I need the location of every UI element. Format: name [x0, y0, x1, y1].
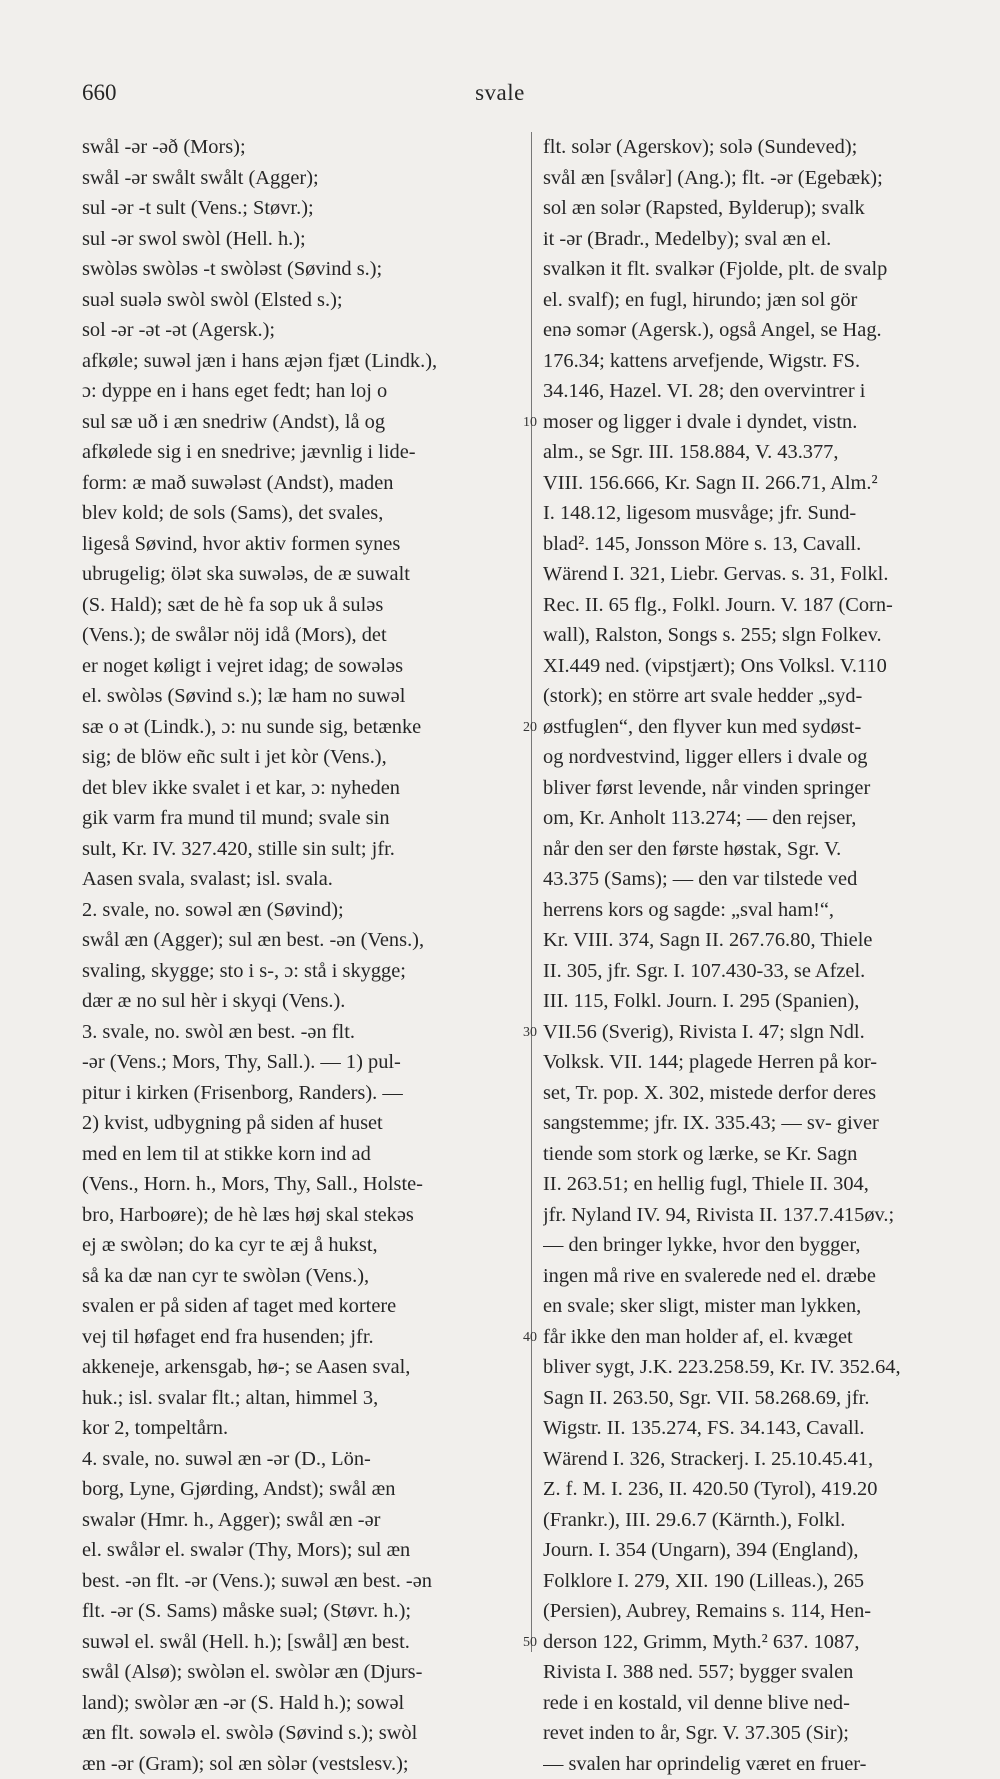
- line-number: 30: [523, 1025, 537, 1041]
- text-line: II. 263.51; en hellig fugl, Thiele II. 304,: [543, 1169, 988, 1200]
- text-line: 176.34; kattens arvefjende, Wigstr. FS.: [543, 346, 988, 377]
- text-line: Wärend I. 326, Strackerj. I. 25.10.45.41,: [543, 1444, 988, 1475]
- text-line: swål (Alsø); swòlən el. swòlər æn (Djurs-: [82, 1657, 522, 1688]
- text-line: Wigstr. II. 135.274, FS. 34.143, Cavall.: [543, 1413, 988, 1444]
- text-line: ej æ swòlən; do ka cyr te æj å hukst,: [82, 1230, 522, 1261]
- right-column: [543, 132, 988, 1779]
- text-line: ligeså Søvind, hvor aktiv formen synes: [82, 529, 522, 560]
- text-line: VII.56 (Sverig), Rivista I. 47; slgn Ndl.: [543, 1017, 988, 1048]
- text-line: æn flt. sowələ el. swòlə (Søvind s.); swòl: [82, 1718, 522, 1749]
- text-line: 3. svale, no. swòl æn best. -ən flt.: [82, 1017, 522, 1048]
- text-line: Rec. II. 65 flg., Folkl. Journ. V. 187 (Corn-: [543, 590, 988, 621]
- text-line: huk.; isl. svalar flt.; altan, himmel 3,: [82, 1383, 522, 1414]
- text-line: borg, Lyne, Gjørding, Andst); swål æn: [82, 1474, 522, 1505]
- text-line: I. 148.12, ligesom musvåge; jfr. Sund-: [543, 498, 988, 529]
- text-line: moser og ligger i dvale i dyndet, vistn.: [543, 407, 988, 438]
- text-line: (S. Hald); sæt de hè fa sop uk å suləs: [82, 590, 522, 621]
- text-line: (Vens., Horn. h., Mors, Thy, Sall., Holste-: [82, 1169, 522, 1200]
- running-headword: svale: [0, 80, 1000, 106]
- text-line: Sagn II. 263.50, Sgr. VII. 58.268.69, jfr.: [543, 1383, 988, 1414]
- text-line: — svalen har oprindelig været en fruer-: [543, 1749, 988, 1779]
- text-line: ingen må rive en svalerede ned el. dræbe: [543, 1261, 988, 1292]
- text-line: bliver sygt, J.K. 223.258.59, Kr. IV. 352.64,: [543, 1352, 988, 1383]
- text-line: set, Tr. pop. X. 302, mistede derfor deres: [543, 1078, 988, 1109]
- text-line: dær æ no sul hèr i skyqi (Vens.).: [82, 986, 522, 1017]
- text-line: Z. f. M. I. 236, II. 420.50 (Tyrol), 419.20: [543, 1474, 988, 1505]
- text-line: sul -ər -t sult (Vens.; Støvr.);: [82, 193, 522, 224]
- text-line: og nordvestvind, ligger ellers i dvale og: [543, 742, 988, 773]
- text-line: kor 2, tompeltårn.: [82, 1413, 522, 1444]
- text-line: flt. -ər (S. Sams) måske suəl; (Støvr. h.);: [82, 1596, 522, 1627]
- text-line: får ikke den man holder af, el. kvæget: [543, 1322, 988, 1353]
- text-line: blev kold; de sols (Sams), det svales,: [82, 498, 522, 529]
- text-line: XI.449 ned. (vipstjært); Ons Volksl. V.110: [543, 651, 988, 682]
- line-number: 10: [523, 415, 537, 431]
- text-line: flt. solər (Agerskov); solə (Sundeved);: [543, 132, 988, 163]
- text-line: Aasen svala, svalast; isl. svala.: [82, 864, 522, 895]
- text-line: vej til høfaget end fra husenden; jfr.: [82, 1322, 522, 1353]
- text-line: alm., se Sgr. III. 158.884, V. 43.377,: [543, 437, 988, 468]
- text-line: swòləs swòləs -t swòləst (Søvind s.);: [82, 254, 522, 285]
- text-line: når den ser den første høstak, Sgr. V.: [543, 834, 988, 865]
- text-line: (stork); en större art svale hedder „syd-: [543, 681, 988, 712]
- left-column: [82, 132, 522, 1779]
- text-line: sol æn solər (Rapsted, Bylderup); svalk: [543, 193, 988, 224]
- text-line: II. 305, jfr. Sgr. I. 107.430-33, se Afzel.: [543, 956, 988, 987]
- text-line: el. swòləs (Søvind s.); læ ham no suwəl: [82, 681, 522, 712]
- text-line: afkølede sig i en snedrive; jævnlig i lide-: [82, 437, 522, 468]
- text-line: svaling, skygge; sto i s-, ɔ: stå i skygge;: [82, 956, 522, 987]
- text-line: sol -ər -ət -ət (Agersk.);: [82, 315, 522, 346]
- text-line: form: æ mað suwələst (Andst), maden: [82, 468, 522, 499]
- line-number: 20: [523, 720, 537, 736]
- line-number: 40: [523, 1330, 537, 1346]
- text-line: Journ. I. 354 (Ungarn), 394 (England),: [543, 1535, 988, 1566]
- text-line: om, Kr. Anholt 113.274; — den rejser,: [543, 803, 988, 834]
- text-line: pitur i kirken (Frisenborg, Randers). —: [82, 1078, 522, 1109]
- text-line: swål -ər -əð (Mors);: [82, 132, 522, 163]
- text-line: akkeneje, arkensgab, hø-; se Aasen sval,: [82, 1352, 522, 1383]
- text-line: afkøle; suwəl jæn i hans æjən fjæt (Lindk.),: [82, 346, 522, 377]
- text-line: bro, Harboøre); de hè læs høj skal stekəs: [82, 1200, 522, 1231]
- text-line: (Frankr.), III. 29.6.7 (Kärnth.), Folkl.: [543, 1505, 988, 1536]
- page-number: 660: [82, 80, 117, 106]
- text-line: svalen er på siden af taget med kortere: [82, 1291, 522, 1322]
- text-line: gik varm fra mund til mund; svale sin: [82, 803, 522, 834]
- text-line: herrens kors og sagde: „sval ham!“,: [543, 895, 988, 926]
- text-line: el. svalf); en fugl, hirundo; jæn sol gör: [543, 285, 988, 316]
- text-line: bliver først levende, når vinden springer: [543, 773, 988, 804]
- text-line: (Persien), Aubrey, Remains s. 114, Hen-: [543, 1596, 988, 1627]
- text-line: swål -ər swålt swålt (Agger);: [82, 163, 522, 194]
- text-line: svål æn [svålər] (Ang.); flt. -ər (Egebæk);: [543, 163, 988, 194]
- text-line: suəl suələ swòl swòl (Elsted s.);: [82, 285, 522, 316]
- text-line: 34.146, Hazel. VI. 28; den overvintrer i: [543, 376, 988, 407]
- text-line: sæ o ət (Lindk.), ɔ: nu sunde sig, betænke: [82, 712, 522, 743]
- text-line: Folklore I. 279, XII. 190 (Lilleas.), 265: [543, 1566, 988, 1597]
- text-line: it -ər (Bradr., Medelby); sval æn el.: [543, 224, 988, 255]
- text-line: suwəl el. swål (Hell. h.); [swål] æn best.: [82, 1627, 522, 1658]
- text-line: best. -ən flt. -ər (Vens.); suwəl æn best. -ən: [82, 1566, 522, 1597]
- text-line: det blev ikke svalet i et kar, ɔ: nyheden: [82, 773, 522, 804]
- text-line: — den bringer lykke, hvor den bygger,: [543, 1230, 988, 1261]
- text-line: en svale; sker sligt, mister man lykken,: [543, 1291, 988, 1322]
- text-line: med en lem til at stikke korn ind ad: [82, 1139, 522, 1170]
- text-line: sult, Kr. IV. 327.420, stille sin sult; jfr.: [82, 834, 522, 865]
- text-line: sul sæ uð i æn snedriw (Andst), lå og: [82, 407, 522, 438]
- text-line: Wärend I. 321, Liebr. Gervas. s. 31, Folkl.: [543, 559, 988, 590]
- text-line: ubrugelig; ölət ska suwələs, de æ suwalt: [82, 559, 522, 590]
- column-divider: [531, 132, 532, 1652]
- text-line: wall), Ralston, Songs s. 255; slgn Folkev.: [543, 620, 988, 651]
- text-line: østfuglen“, den flyver kun med sydøst-: [543, 712, 988, 743]
- text-line: enə somər (Agersk.), også Angel, se Hag.: [543, 315, 988, 346]
- text-line: VIII. 156.666, Kr. Sagn II. 266.71, Alm.²: [543, 468, 988, 499]
- text-line: 4. svale, no. suwəl æn -ər (D., Lön-: [82, 1444, 522, 1475]
- text-line: 2. svale, no. sowəl æn (Søvind);: [82, 895, 522, 926]
- text-line: -ər (Vens.; Mors, Thy, Sall.). — 1) pul-: [82, 1047, 522, 1078]
- text-line: æn -ər (Gram); sol æn sòlər (vestslesv.);: [82, 1749, 522, 1779]
- text-line: tiende som stork og lærke, se Kr. Sagn: [543, 1139, 988, 1170]
- text-line: ɔ: dyppe en i hans eget fedt; han loj o: [82, 376, 522, 407]
- text-line: så ka dæ nan cyr te swòlən (Vens.),: [82, 1261, 522, 1292]
- text-line: III. 115, Folkl. Journ. I. 295 (Spanien),: [543, 986, 988, 1017]
- text-line: blad². 145, Jonsson Möre s. 13, Cavall.: [543, 529, 988, 560]
- text-line: (Vens.); de swålər nöj idå (Mors), det: [82, 620, 522, 651]
- text-line: rede i en kostald, vil denne blive ned-: [543, 1688, 988, 1719]
- text-line: Volksk. VII. 144; plagede Herren på kor-: [543, 1047, 988, 1078]
- text-line: jfr. Nyland IV. 94, Rivista II. 137.7.415øv.;: [543, 1200, 988, 1231]
- text-line: svalkən it flt. svalkər (Fjolde, plt. de svalp: [543, 254, 988, 285]
- text-line: swalər (Hmr. h., Agger); swål æn -ər: [82, 1505, 522, 1536]
- text-line: sig; de blöw eñc sult i jet kòr (Vens.),: [82, 742, 522, 773]
- text-line: sangstemme; jfr. IX. 335.43; — sv- giver: [543, 1108, 988, 1139]
- text-line: er noget køligt i vejret idag; de sowələs: [82, 651, 522, 682]
- text-line: Kr. VIII. 374, Sagn II. 267.76.80, Thiele: [543, 925, 988, 956]
- text-line: Rivista I. 388 ned. 557; bygger svalen: [543, 1657, 988, 1688]
- text-line: el. swålər el. swalər (Thy, Mors); sul æn: [82, 1535, 522, 1566]
- text-line: 43.375 (Sams); — den var tilstede ved: [543, 864, 988, 895]
- line-number: 50: [523, 1635, 537, 1651]
- text-line: 2) kvist, udbygning på siden af huset: [82, 1108, 522, 1139]
- text-line: swål æn (Agger); sul æn best. -ən (Vens.),: [82, 925, 522, 956]
- text-line: revet inden to år, Sgr. V. 37.305 (Sir);: [543, 1718, 988, 1749]
- text-line: sul -ər swol swòl (Hell. h.);: [82, 224, 522, 255]
- text-line: derson 122, Grimm, Myth.² 637. 1087,: [543, 1627, 988, 1658]
- text-line: land); swòlər æn -ər (S. Hald h.); sowəl: [82, 1688, 522, 1719]
